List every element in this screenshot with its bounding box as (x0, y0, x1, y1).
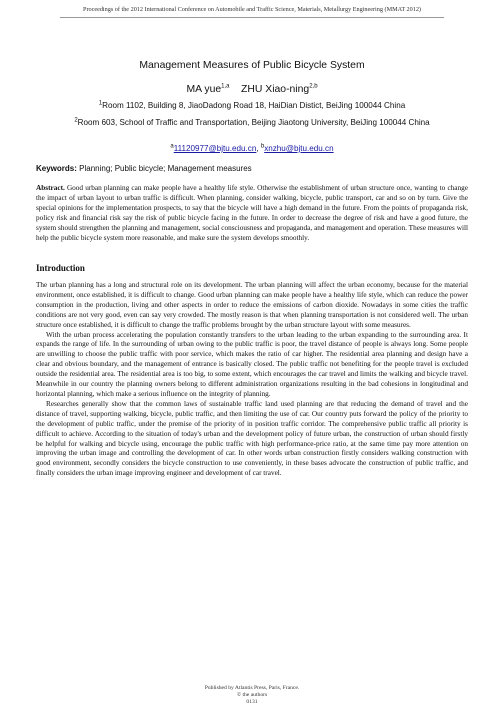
header-rule (60, 17, 444, 18)
affiliation-2-sup: 2 (74, 117, 78, 124)
affiliation-1 (48, 100, 456, 111)
affiliation-2-text: Room 603, School of Traffic and Transportation, Beijing Jiaotong University, BeiJing 100044 China (77, 118, 430, 127)
abstract (36, 184, 468, 243)
section-heading-introduction: Introduction (36, 263, 85, 273)
email-b-sup: b (260, 143, 265, 150)
abstract-label: Abstract. (36, 184, 65, 192)
introduction-body (36, 281, 468, 479)
intro-paragraph-3: Researches generally show that the common laws of sustainable traffic land used planning are that reducing the demand of travel and the distance of travel, supporting walking, bicycle, public traffic, and then limiting the use of car. Our country puts forward the policy of the priority to the development of public traffic, under the premise of the priority of in position traffic corridor. The comprehensive public traffic all priority is difficult to achieve. According to the situation of today's urban and the development policy of future urban, the construction of urban should firstly be helpful for walking and bicycle using, encourage the public traffic with high performance-price ratio, at the same time pay more attention on improving the urban image and controlling the development of car. In other words urban construction firstly considers walking construction with good environment, secondly considers the bicycle construction to use conveniently, in these bases advocate the construction of public traffic, and finally considers the urban image improving engineer and development of car travel. (36, 399, 468, 478)
author-1-sup: 1,a (221, 83, 230, 90)
author-line (0, 84, 504, 95)
affiliation-1-text: Room 1102, Building 8, JiaoDadong Road 18, HaiDian Distict, BeiJing 100044 China (102, 101, 406, 110)
email-separator: , (256, 144, 261, 153)
keywords (36, 164, 468, 173)
intro-paragraph-2: With the urban process accelerating the population constantly transfers to the urban leading to the urban expanding to the surrounding area. It expands the range of life. In the surrounding of urban owing to the public traffic is poor, the travel distance of people is always long. Some people are unwilling to choose the public traffic with poor service, which makes the ratio of car higher. The residential area planning and design have a clear and obvious boundary, and the management of entrance is basically closed. The public traffic not benefiting for the people travel is excluded outside the residential area. The residential area is too big, to some extent, which encourages the car travel and limits the walking and bicycle travel. Meanwhile in our country the planning owners belong to different administration organizations resulting in the bad cohesions in longitudinal and horizontal planning, which make a serious influence on the integrity of planning. (36, 330, 468, 398)
paper-title: Management Measures of Public Bicycle System (139, 60, 365, 71)
footer-publisher: Published by Atlantis Press, Paris, France. (204, 685, 300, 691)
author-1: MA yue (186, 84, 222, 95)
email-a-link[interactable]: 11120977@bjtu.edu.cn (173, 144, 257, 153)
author-2-sup: 2,b (309, 83, 318, 90)
affiliation-2 (48, 117, 456, 128)
email-b-link[interactable]: xnzhu@bjtu.edu.cn (264, 144, 334, 153)
running-header: Proceedings of the 2012 International Conference on Automobile and Traffic Science, Materials, Metallurgy Engineering (MMAT 2012) (83, 6, 421, 13)
author-2: ZHU Xiao-ning (241, 84, 310, 95)
email-a-sup: a (170, 143, 174, 150)
footer-copyright: © the authors (236, 692, 268, 698)
abstract-text: Good urban planning can make people have a healthy life style. Otherwise the establishment of urban structure once, wanting to change the impact of urban layout to urban traffic is difficult. When planning, consider walking, bicycle, public transport, car and so on by turn. Give the special opinions for the implementation prospects, to say that the bicycle will have a high demand in the future. From the points of propaganda risk, policy risk and financial risk say the risk of public bicycle facing in the future. In order to decrease the degree of risk and have a good future, the system should strengthen the planning and management, social consciousness and propaganda, and management and operation. These measures will help the public bicycle system more reasonable, and make sure the system develops smoothly. (36, 184, 468, 242)
keywords-text: Planning; Public bicycle; Management measures (76, 164, 252, 173)
keywords-label: Keywords: (36, 164, 77, 173)
email-line (0, 144, 504, 153)
footer-page-number: 0131 (246, 699, 258, 705)
intro-paragraph-1: The urban planning has a long and structural role on its development. The urban planning will affect the urban economy, because for the material environment, once established, it is difficult to change. Good urban planning can make people have a healthy life style, which can reduce the power consumption in the production, living and other aspects in order to reduce the emissions of carbon dioxide. Nowadays in some cities the traffic conditions are not very good, even can say very crowded. The mostly reason is that when planning transportation is not considered well. The urban structure once established, it is difficult to change the traffic problems brought by the urban structure layout with some measures. (36, 281, 468, 329)
affiliation-1-sup: 1 (98, 100, 103, 107)
